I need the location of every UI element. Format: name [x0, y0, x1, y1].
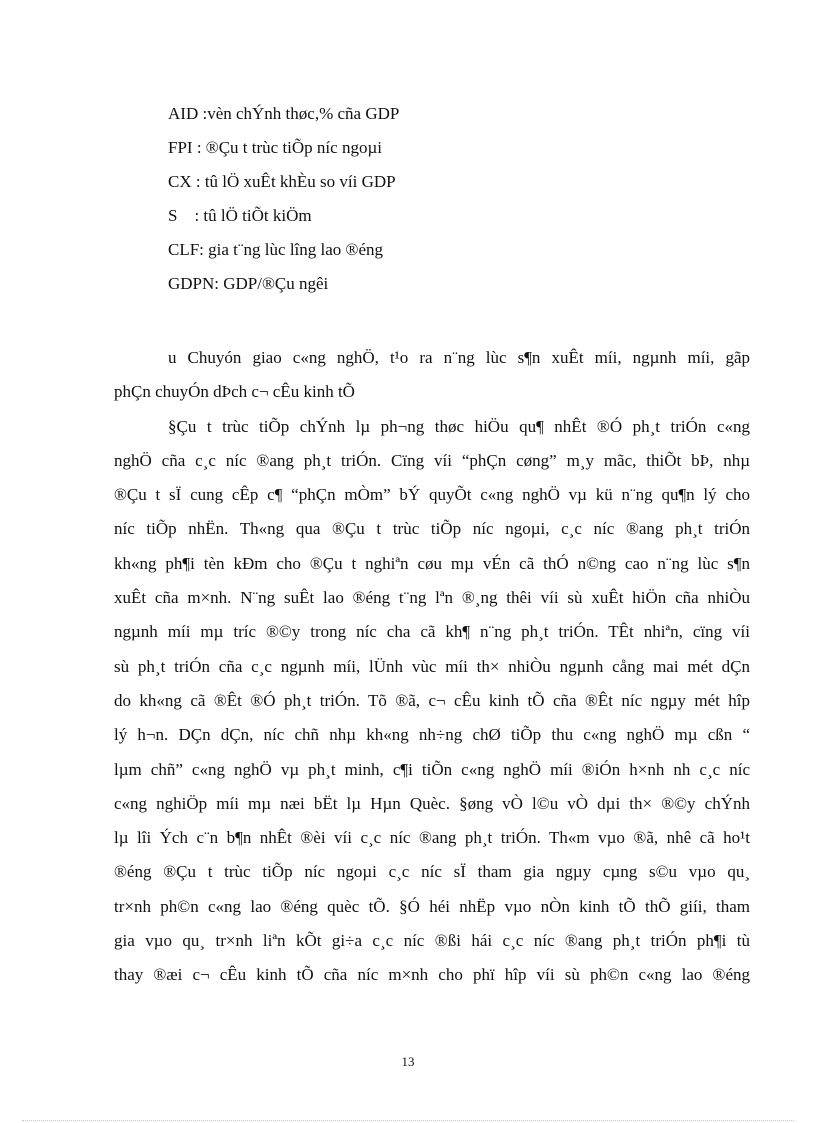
- paragraph-line: kh«ng ph¶i tèn kÐm cho ®Çu t nghiªn cøu mµ vÉn cã thÓ n©ng cao n¨ng lùc s¶n: [114, 553, 750, 573]
- paragraph-line: xuÊt cña m×nh. N¨ng suÊt lao ®éng t¨ng lªn ®¸ng thêi víi sù xuÊt hiÖn cña nhiÒu: [114, 588, 750, 608]
- definition-gdpn: GDPN: GDP/®Çu ngêi: [168, 274, 329, 293]
- definition-fpi: FPI : ®Çu t trùc tiÕp níc ngoµi: [168, 138, 382, 157]
- paragraph-line: tr×nh ph©n c«ng lao ®éng quèc tÕ. §Ó héi nhËp vµo nÒn kinh tÕ thÕ giíi, tham: [114, 896, 750, 916]
- definition-aid: AID :vèn chÝnh thøc,% cña GDP: [168, 104, 400, 123]
- paragraph-line: do kh«ng cã ®Êt ®Ó ph¸t triÓn. Tõ ®ã, c¬ cÊu kinh tÕ cña ®Êt níc ngµy mét hîp: [114, 690, 750, 710]
- paragraph-line: lµm chñ” c«ng nghÖ vµ ph¸t minh, c¶i tiÕn c«ng nghÖ míi ®iÓn h×nh nh c¸c níc: [114, 759, 750, 779]
- paragraph-line: níc tiÕp nhËn. Th«ng qua ®Çu t trùc tiÕp níc ngoµi, c¸c níc ®ang ph¸t triÓn: [114, 519, 750, 539]
- paragraph-line: gia vµo qu¸ tr×nh liªn kÕt gi÷a c¸c níc ®ßi hái c¸c níc ®ang ph¸t triÓn ph¶i tù: [114, 931, 750, 951]
- paragraph-line: sù ph¸t triÓn cña c¸c ngµnh míi, lÜnh vùc míi th× nhiÒu ngµnh cång mai mét dÇn: [114, 656, 750, 676]
- paragraph-line: ®Çu t sÏ cung cÊp c¶ “phÇn mÒm” bÝ quyÕt c«ng nghÖ vµ kü n¨ng qu¶n lý cho: [114, 485, 750, 505]
- paragraph-line: lý h¬n. DÇn dÇn, níc chñ nhµ kh«ng nh÷ng chØ tiÕp thu c«ng nghÖ mµ cßn “: [114, 725, 750, 745]
- definition-s: S : tû lÖ tiÕt kiÖm: [168, 206, 312, 225]
- paragraph-line: thay ®æi c¬ cÊu kinh tÕ cña níc m×nh cho phï hîp víi sù ph©n c«ng lao ®éng: [114, 965, 750, 985]
- paragraph-line: ®éng ®Çu t trùc tiÕp níc ngoµi c¸c níc sÏ tham gia ngµy cµng s©u vµo qu¸: [114, 862, 750, 882]
- page-number: 13: [401, 1054, 415, 1069]
- definition-clf: CLF: gia t¨ng lùc lîng lao ®éng: [168, 240, 383, 259]
- paragraph-line: phÇn chuyÓn dÞch c¬ cÊu kinh tÕ: [114, 382, 355, 402]
- definition-cx: CX : tû lÖ xuÊt khÈu so víi GDP: [168, 172, 396, 191]
- page-bottom-divider: [22, 1120, 794, 1121]
- paragraph-line: §Çu t trùc tiÕp chÝnh lµ ph¬ng thøc hiÖu qu¶ nhÊt ®Ó ph¸t triÓn c«ng: [168, 416, 750, 436]
- paragraph-line: lµ lîi Ých c¨n b¶n nhÊt ®èi víi c¸c níc ®ang ph¸t triÓn. Th«m vµo ®ã, nhê cã ho¹t: [114, 828, 750, 848]
- body-paragraphs: [114, 341, 750, 993]
- paragraph-line: nghÖ cña c¸c níc ®ang ph¸t triÓn. Cïng víi “phÇn cøng” m¸y mãc, thiÕt bÞ, nhµ: [114, 450, 750, 470]
- paragraph-line: u Chuyón giao c«ng nghÖ, t¹o ra n¨ng lùc s¶n xuÊt míi, ngµnh míi, gãp: [168, 348, 750, 367]
- paragraph-line: ngµnh míi mµ tríc ®©y trong níc cha cã kh¶ n¨ng ph¸t triÓn. TÊt nhiªn, cïng víi: [114, 622, 750, 642]
- paragraph-line: c«ng nghiÖp míi mµ næi bËt lµ Hµn Quèc. §øng vÒ l©u vÒ dµi th× ®©y chÝnh: [114, 793, 750, 813]
